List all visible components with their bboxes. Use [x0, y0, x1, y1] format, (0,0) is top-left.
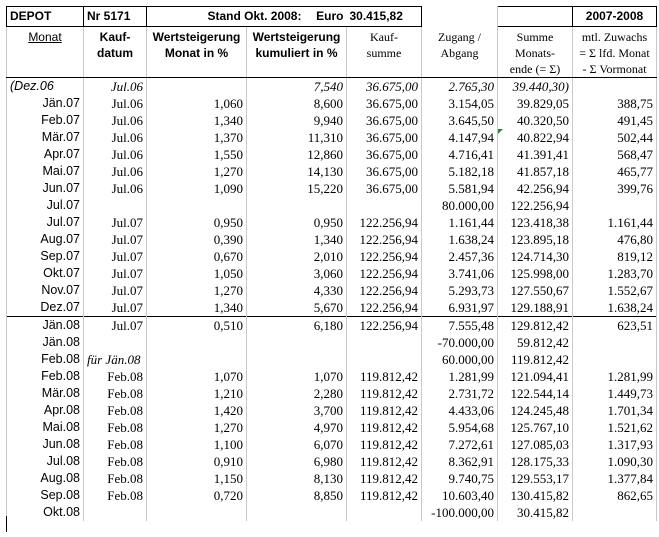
- cell-zugang-abgang[interactable]: 8.362,91: [422, 453, 498, 470]
- col-zugang-1[interactable]: Zugang /: [422, 27, 498, 46]
- cell-zugang-abgang[interactable]: 4.716,41: [422, 146, 498, 163]
- col-summe-2[interactable]: Monats-: [498, 45, 573, 61]
- cell-wst-kumuliert[interactable]: 8,130: [247, 470, 347, 487]
- cell-kaufsumme[interactable]: 122.256,94: [347, 214, 422, 231]
- cell-wst-monat[interactable]: 1,340: [147, 112, 247, 129]
- cell-kaufdatum[interactable]: Feb.08: [84, 487, 147, 504]
- table-row: [7, 163, 657, 180]
- cell-wst-kumuliert[interactable]: 0,950: [247, 214, 347, 231]
- cell-summe[interactable]: 39.440,30): [498, 78, 573, 96]
- cell-summe[interactable]: 123.418,38: [498, 214, 573, 231]
- table-row: [7, 385, 657, 402]
- cell-zuwachs[interactable]: 399,76: [573, 180, 657, 197]
- cell-kaufdatum[interactable]: Feb.08: [84, 402, 147, 419]
- cell-zugang-abgang[interactable]: 3.741,06: [422, 265, 498, 282]
- col-monat[interactable]: Monat: [7, 27, 84, 46]
- cell-zuwachs[interactable]: 502,44: [573, 129, 657, 146]
- cell-wst-kumuliert[interactable]: [247, 504, 347, 521]
- cell-zuwachs[interactable]: [573, 78, 657, 96]
- cell-summe[interactable]: 42.256,94: [498, 180, 573, 197]
- table-row: [7, 436, 657, 453]
- cell-wst-monat[interactable]: 0,510: [147, 317, 247, 335]
- cell-kaufsumme[interactable]: [347, 351, 422, 368]
- cell-summe[interactable]: 122.544,14: [498, 385, 573, 402]
- table-row: [7, 299, 657, 317]
- cell-wst-monat[interactable]: 1,060: [147, 95, 247, 112]
- empty-top-cell-2[interactable]: [498, 7, 573, 27]
- cell-kaufdatum[interactable]: Jul.06: [84, 112, 147, 129]
- cell-summe[interactable]: 41.391,41: [498, 146, 573, 163]
- cell-zugang-abgang[interactable]: 5.581,94: [422, 180, 498, 197]
- cell-wst-monat[interactable]: [147, 351, 247, 368]
- col-zuwachs-1[interactable]: mtl. Zuwachs: [573, 27, 657, 46]
- cell-kaufsumme[interactable]: 122.256,94: [347, 282, 422, 299]
- table-row: [7, 112, 657, 129]
- cell-kaufsumme[interactable]: 122.256,94: [347, 299, 422, 317]
- table-row: [7, 470, 657, 487]
- cell-monat[interactable]: Apr.08: [7, 402, 84, 419]
- cell-kaufdatum[interactable]: Jul.06: [84, 78, 147, 96]
- cell-monat[interactable]: Feb.07: [7, 112, 84, 129]
- cell-wst-monat[interactable]: 1,090: [147, 180, 247, 197]
- table-row: [7, 419, 657, 436]
- cell-zugang-abgang[interactable]: 5.954,68: [422, 419, 498, 436]
- cell-wst-monat[interactable]: 1,070: [147, 368, 247, 385]
- table-row: [7, 231, 657, 248]
- cell-kaufsumme[interactable]: 119.812,42: [347, 402, 422, 419]
- cell-monat[interactable]: Dez.07: [7, 299, 84, 317]
- cell-zuwachs[interactable]: 1.552,67: [573, 282, 657, 299]
- table-row: [7, 78, 657, 96]
- header-row-1: [7, 27, 657, 46]
- cell-zuwachs[interactable]: 1.281,99: [573, 368, 657, 385]
- cell-zugang-abgang[interactable]: 7.272,61: [422, 436, 498, 453]
- cell-zuwachs[interactable]: 491,45: [573, 112, 657, 129]
- cell-wst-kumuliert[interactable]: 5,670: [247, 299, 347, 317]
- col-kaufsumme-2[interactable]: summe: [347, 45, 422, 61]
- cell-zugang-abgang[interactable]: 5.293,73: [422, 282, 498, 299]
- cell-kaufdatum[interactable]: Jul.06: [84, 129, 147, 146]
- cell-kaufsumme[interactable]: 122.256,94: [347, 265, 422, 282]
- cell-kaufdatum[interactable]: Feb.08: [84, 470, 147, 487]
- cell-monat[interactable]: Jul.08: [7, 453, 84, 470]
- cell-zuwachs[interactable]: [573, 504, 657, 521]
- cell-wst-monat[interactable]: 1,270: [147, 282, 247, 299]
- cell-monat[interactable]: Jän.08: [7, 334, 84, 351]
- cell-zuwachs[interactable]: 1.283,70: [573, 265, 657, 282]
- cell-zugang-abgang[interactable]: 2.731,72: [422, 385, 498, 402]
- cell-wst-monat[interactable]: 0,670: [147, 248, 247, 265]
- cell-wst-monat[interactable]: [147, 504, 247, 521]
- cell-wst-kumuliert[interactable]: 2,280: [247, 385, 347, 402]
- cell-monat[interactable]: Jun.07: [7, 180, 84, 197]
- cell-summe[interactable]: 40.320,50: [498, 112, 573, 129]
- cell-kaufdatum[interactable]: Feb.08: [84, 368, 147, 385]
- cell-zugang-abgang[interactable]: -100.000,00: [422, 504, 498, 521]
- col-wst-monat-2[interactable]: Monat in %: [147, 45, 247, 61]
- cell-wst-monat[interactable]: [147, 197, 247, 214]
- cell-zugang-abgang[interactable]: 2.457,36: [422, 248, 498, 265]
- table-row: [7, 180, 657, 197]
- cell-kaufsumme[interactable]: 119.812,42: [347, 453, 422, 470]
- cell-wst-kumuliert[interactable]: 4,330: [247, 282, 347, 299]
- table-row: [7, 129, 657, 146]
- col-kaufdatum-1[interactable]: Kauf-: [84, 27, 147, 46]
- cell-summe[interactable]: 30.415,82: [498, 504, 573, 521]
- cell-zugang-abgang[interactable]: 1.638,24: [422, 231, 498, 248]
- cell-monat[interactable]: Nov.07: [7, 282, 84, 299]
- cell-kaufsumme[interactable]: 119.812,42: [347, 470, 422, 487]
- cell-wst-kumuliert[interactable]: 1,340: [247, 231, 347, 248]
- cell-wst-kumuliert[interactable]: [247, 351, 347, 368]
- cell-wst-monat[interactable]: 1,050: [147, 265, 247, 282]
- cell-summe[interactable]: 121.094,41: [498, 368, 573, 385]
- cell-wst-kumuliert[interactable]: 8,850: [247, 487, 347, 504]
- cell-kaufsumme[interactable]: 36.675,00: [347, 129, 422, 146]
- cell-zugang-abgang[interactable]: 2.765,30: [422, 78, 498, 96]
- cell-kaufdatum[interactable]: Jul.06: [84, 180, 147, 197]
- cell-summe[interactable]: 125.767,10: [498, 419, 573, 436]
- table-row: [7, 368, 657, 385]
- table-row: [7, 334, 657, 351]
- cell-kaufsumme[interactable]: 36.675,00: [347, 95, 422, 112]
- cell-monat[interactable]: Okt.08: [7, 504, 84, 521]
- text-cursor: [6, 516, 7, 532]
- cell-summe[interactable]: 129.553,17: [498, 470, 573, 487]
- cell-wst-monat[interactable]: 1,270: [147, 163, 247, 180]
- depot-table: [6, 6, 657, 521]
- table-row: [7, 487, 657, 504]
- cell-zugang-abgang[interactable]: 3.154,05: [422, 95, 498, 112]
- cell-kaufdatum[interactable]: Jul.07: [84, 265, 147, 282]
- col-zugang-2[interactable]: Abgang: [422, 45, 498, 61]
- table-row: [7, 146, 657, 163]
- cell-kaufsumme[interactable]: 119.812,42: [347, 385, 422, 402]
- cell-summe[interactable]: 123.895,18: [498, 231, 573, 248]
- cell-monat[interactable]: (Dez.06: [7, 78, 84, 96]
- cell-zugang-abgang[interactable]: 1.161,44: [422, 214, 498, 231]
- cell-summe[interactable]: 129.812,42: [498, 317, 573, 335]
- cell-monat[interactable]: Jun.08: [7, 436, 84, 453]
- cell-kaufdatum[interactable]: Feb.08: [84, 385, 147, 402]
- depot-label[interactable]: DEPOT: [7, 7, 84, 27]
- cell-kaufdatum[interactable]: [84, 197, 147, 214]
- cell-wst-kumuliert[interactable]: 9,940: [247, 112, 347, 129]
- cell-monat[interactable]: Jul.07: [7, 214, 84, 231]
- cell-kaufsumme[interactable]: 122.256,94: [347, 317, 422, 335]
- cell-summe[interactable]: 124.245,48: [498, 402, 573, 419]
- cell-summe[interactable]: 127.085,03: [498, 436, 573, 453]
- cell-zuwachs[interactable]: 862,65: [573, 487, 657, 504]
- cell-zuwachs[interactable]: 1.377,84: [573, 470, 657, 487]
- cell-monat[interactable]: Jul.07: [7, 197, 84, 214]
- col-zuwachs-2[interactable]: = Σ lfd. Monat: [573, 45, 657, 61]
- cell-zuwachs[interactable]: 1.521,62: [573, 419, 657, 436]
- euro-label: Euro: [316, 9, 344, 23]
- header-row-3: [7, 61, 657, 78]
- header-empty[interactable]: [84, 61, 147, 78]
- cell-kaufdatum[interactable]: [84, 334, 147, 351]
- table-row: [7, 197, 657, 214]
- cell-wst-monat[interactable]: 0,720: [147, 487, 247, 504]
- cell-wst-monat[interactable]: 1,100: [147, 436, 247, 453]
- cell-summe[interactable]: 127.550,67: [498, 282, 573, 299]
- cell-monat[interactable]: Sep.07: [7, 248, 84, 265]
- header-empty[interactable]: [147, 61, 247, 78]
- cell-zuwachs[interactable]: 1.161,44: [573, 214, 657, 231]
- cell-kaufsumme[interactable]: 36.675,00: [347, 146, 422, 163]
- cell-wst-kumuliert[interactable]: [247, 197, 347, 214]
- header-empty[interactable]: [7, 45, 84, 61]
- empty-top-cell[interactable]: [422, 7, 498, 27]
- cell-kaufdatum[interactable]: Jul.07: [84, 282, 147, 299]
- table-row: [7, 248, 657, 265]
- cell-zugang-abgang[interactable]: -70.000,00: [422, 334, 498, 351]
- header-empty[interactable]: [347, 61, 422, 78]
- cell-kaufdatum[interactable]: für Jän.08: [84, 351, 147, 368]
- cell-kaufsumme[interactable]: 122.256,94: [347, 231, 422, 248]
- cell-kaufsumme[interactable]: 119.812,42: [347, 436, 422, 453]
- cell-summe[interactable]: 59.812,42: [498, 334, 573, 351]
- cell-kaufdatum[interactable]: Jul.06: [84, 146, 147, 163]
- cell-kaufdatum[interactable]: Jul.06: [84, 163, 147, 180]
- cell-monat[interactable]: Feb.08: [7, 368, 84, 385]
- cell-zuwachs[interactable]: 1.449,73: [573, 385, 657, 402]
- cell-kaufdatum[interactable]: Jul.07: [84, 299, 147, 317]
- cell-monat[interactable]: Sep.08: [7, 487, 84, 504]
- cell-kaufsumme[interactable]: 36.675,00: [347, 112, 422, 129]
- cell-kaufdatum[interactable]: Jul.07: [84, 317, 147, 335]
- cell-monat[interactable]: Jän.07: [7, 95, 84, 112]
- cell-monat[interactable]: Okt.07: [7, 265, 84, 282]
- cell-wst-kumuliert[interactable]: 3,060: [247, 265, 347, 282]
- col-summe-1[interactable]: Summe: [498, 27, 573, 46]
- cell-zuwachs[interactable]: 1.701,34: [573, 402, 657, 419]
- cell-zuwachs[interactable]: 623,51: [573, 317, 657, 335]
- cell-wst-monat[interactable]: 1,550: [147, 146, 247, 163]
- cell-zuwachs[interactable]: 1.090,30: [573, 453, 657, 470]
- cell-kaufdatum[interactable]: Feb.08: [84, 436, 147, 453]
- cell-wst-kumuliert[interactable]: 6,180: [247, 317, 347, 335]
- cell-kaufsumme[interactable]: [347, 197, 422, 214]
- euro-value[interactable]: 30.415,82: [347, 7, 422, 27]
- title-row: [7, 7, 657, 27]
- col-kaufdatum-2[interactable]: datum: [84, 45, 147, 61]
- cell-wst-kumuliert[interactable]: 6,980: [247, 453, 347, 470]
- cell-wst-kumuliert[interactable]: 1,070: [247, 368, 347, 385]
- cell-wst-kumuliert[interactable]: 2,010: [247, 248, 347, 265]
- cell-wst-monat[interactable]: 1,420: [147, 402, 247, 419]
- col-kaufsumme-1[interactable]: Kauf-: [347, 27, 422, 46]
- cell-wst-monat[interactable]: 1,370: [147, 129, 247, 146]
- header-empty[interactable]: [422, 61, 498, 78]
- cell-zugang-abgang[interactable]: 3.645,50: [422, 112, 498, 129]
- cell-wst-kumuliert[interactable]: 8,600: [247, 95, 347, 112]
- cell-zugang-abgang[interactable]: 6.931,97: [422, 299, 498, 317]
- cell-wst-kumuliert[interactable]: 6,070: [247, 436, 347, 453]
- cell-wst-monat[interactable]: 1,210: [147, 385, 247, 402]
- cell-zuwachs[interactable]: 476,80: [573, 231, 657, 248]
- cell-kaufdatum[interactable]: Feb.08: [84, 419, 147, 436]
- cell-kaufdatum[interactable]: Jul.07: [84, 231, 147, 248]
- stand-cell[interactable]: [147, 7, 347, 27]
- cell-summe[interactable]: 40.822,94: [498, 129, 573, 146]
- cell-kaufsumme[interactable]: 36.675,00: [347, 180, 422, 197]
- cell-monat[interactable]: Mär.07: [7, 129, 84, 146]
- table-row: [7, 317, 657, 335]
- cell-wst-monat[interactable]: 0,390: [147, 231, 247, 248]
- cell-wst-kumuliert[interactable]: [247, 334, 347, 351]
- cell-summe[interactable]: 41.857,18: [498, 163, 573, 180]
- cell-summe[interactable]: 130.415,82: [498, 487, 573, 504]
- cell-zugang-abgang[interactable]: 4.147,94: [422, 129, 498, 146]
- cell-wst-kumuliert[interactable]: 15,220: [247, 180, 347, 197]
- stand-label: Stand Okt. 2008:: [207, 9, 302, 23]
- cell-wst-monat[interactable]: 1,340: [147, 299, 247, 317]
- cell-zugang-abgang[interactable]: 10.603,40: [422, 487, 498, 504]
- cell-kaufsumme[interactable]: 119.812,42: [347, 419, 422, 436]
- header-empty[interactable]: [247, 61, 347, 78]
- cell-kaufsumme[interactable]: 36.675,00: [347, 78, 422, 96]
- cell-monat[interactable]: Aug.07: [7, 231, 84, 248]
- table-row: [7, 95, 657, 112]
- header-row-2: [7, 45, 657, 61]
- col-wst-kum-1[interactable]: Wertsteigerung: [247, 27, 347, 46]
- cell-zugang-abgang[interactable]: 9.740,75: [422, 470, 498, 487]
- cell-zugang-abgang[interactable]: 1.281,99: [422, 368, 498, 385]
- table-row: [7, 265, 657, 282]
- table-row: [7, 282, 657, 299]
- table-row: [7, 402, 657, 419]
- col-zuwachs-3[interactable]: - Σ Vormonat: [573, 61, 657, 78]
- cell-kaufdatum[interactable]: Jul.06: [84, 95, 147, 112]
- col-wst-kum-2[interactable]: kumuliert in %: [247, 45, 347, 61]
- cell-zuwachs[interactable]: 1.317,93: [573, 436, 657, 453]
- cell-wst-kumuliert[interactable]: 11,310: [247, 129, 347, 146]
- cell-kaufsumme[interactable]: 122.256,94: [347, 248, 422, 265]
- year-range[interactable]: 2007-2008: [573, 7, 657, 27]
- cell-kaufsumme[interactable]: 119.812,42: [347, 487, 422, 504]
- cell-zugang-abgang[interactable]: 7.555,48: [422, 317, 498, 335]
- cell-wst-kumuliert[interactable]: 12,860: [247, 146, 347, 163]
- table-row: [7, 351, 657, 368]
- cell-zuwachs[interactable]: 388,75: [573, 95, 657, 112]
- header-empty[interactable]: [7, 61, 84, 78]
- cell-summe[interactable]: 39.829,05: [498, 95, 573, 112]
- col-summe-3[interactable]: ende (= Σ): [498, 61, 573, 78]
- table-row: [7, 214, 657, 231]
- cell-wst-monat[interactable]: 0,910: [147, 453, 247, 470]
- cell-monat[interactable]: Aug.08: [7, 470, 84, 487]
- cell-summe[interactable]: 125.998,00: [498, 265, 573, 282]
- cell-kaufdatum[interactable]: Jul.07: [84, 248, 147, 265]
- cell-wst-monat[interactable]: [147, 334, 247, 351]
- cell-wst-kumuliert[interactable]: 14,130: [247, 163, 347, 180]
- cell-monat[interactable]: Mai.07: [7, 163, 84, 180]
- cell-zugang-abgang[interactable]: 5.182,18: [422, 163, 498, 180]
- cell-monat[interactable]: Feb.08: [7, 351, 84, 368]
- cell-zugang-abgang[interactable]: 80.000,00: [422, 197, 498, 214]
- cell-kaufdatum[interactable]: [84, 504, 147, 521]
- cell-zuwachs[interactable]: [573, 351, 657, 368]
- cell-summe[interactable]: 124.714,30: [498, 248, 573, 265]
- cell-wst-monat[interactable]: 0,950: [147, 214, 247, 231]
- cell-monat[interactable]: Apr.07: [7, 146, 84, 163]
- cell-wst-kumuliert[interactable]: 7,540: [247, 78, 347, 96]
- cell-wst-monat[interactable]: [147, 78, 247, 96]
- cell-zuwachs[interactable]: 1.638,24: [573, 299, 657, 317]
- depot-number[interactable]: Nr 5171: [84, 7, 147, 27]
- cell-summe[interactable]: 129.188,91: [498, 299, 573, 317]
- cell-zuwachs[interactable]: [573, 334, 657, 351]
- cell-summe[interactable]: 128.175,33: [498, 453, 573, 470]
- col-wst-monat-1[interactable]: Wertsteigerung: [147, 27, 247, 46]
- cell-zugang-abgang[interactable]: 60.000,00: [422, 351, 498, 368]
- cell-zuwachs[interactable]: [573, 197, 657, 214]
- cell-kaufdatum[interactable]: Jul.07: [84, 214, 147, 231]
- cell-summe[interactable]: 119.812,42: [498, 351, 573, 368]
- cell-wst-monat[interactable]: 1,150: [147, 470, 247, 487]
- cell-kaufsumme[interactable]: [347, 504, 422, 521]
- cell-zuwachs[interactable]: 819,12: [573, 248, 657, 265]
- cell-zuwachs[interactable]: 568,47: [573, 146, 657, 163]
- table-row: [7, 504, 657, 521]
- cell-wst-kumuliert[interactable]: 4,970: [247, 419, 347, 436]
- cell-zugang-abgang[interactable]: 4.433,06: [422, 402, 498, 419]
- cell-kaufsumme[interactable]: 36.675,00: [347, 163, 422, 180]
- cell-zuwachs[interactable]: 465,77: [573, 163, 657, 180]
- cell-kaufsumme[interactable]: [347, 334, 422, 351]
- table-row: [7, 453, 657, 470]
- cell-wst-kumuliert[interactable]: 3,700: [247, 402, 347, 419]
- cell-wst-monat[interactable]: 1,270: [147, 419, 247, 436]
- cell-monat[interactable]: Mär.08: [7, 385, 84, 402]
- cell-monat[interactable]: Jän.08: [7, 317, 84, 335]
- cell-kaufsumme[interactable]: 119.812,42: [347, 368, 422, 385]
- cell-summe[interactable]: 122.256,94: [498, 197, 573, 214]
- cell-monat[interactable]: Mai.08: [7, 419, 84, 436]
- cell-kaufdatum[interactable]: Feb.08: [84, 453, 147, 470]
